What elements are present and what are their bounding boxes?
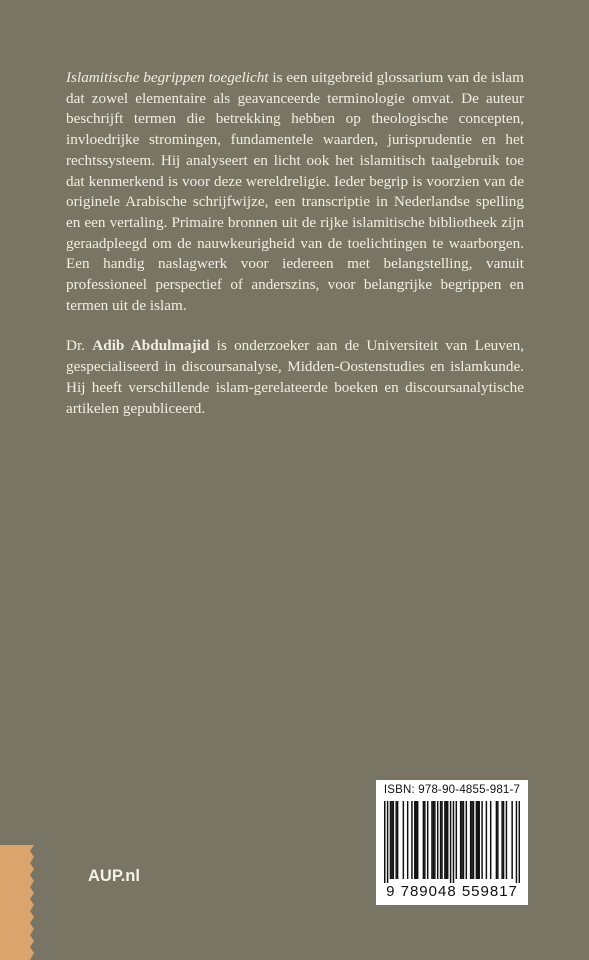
- barcode-bar: [461, 801, 462, 879]
- barcode-bar: [473, 801, 474, 879]
- back-cover-blurb: [66, 68, 524, 419]
- barcode-bar: [391, 801, 392, 879]
- barcode-bars: [384, 801, 520, 883]
- ean-digits: 9 789048 559817: [386, 883, 518, 900]
- barcode-bar: [387, 801, 388, 883]
- barcode-bar: [497, 801, 498, 879]
- barcode-bar: [477, 801, 478, 879]
- isbn-label: ISBN: 978-90-4855-981-7: [383, 784, 521, 796]
- barcode-bar: [437, 801, 438, 879]
- barcode-bar: [463, 801, 464, 879]
- author-prefix: Dr.: [66, 337, 93, 355]
- barcode-bar: [431, 801, 432, 879]
- barcode-bar: [503, 801, 504, 879]
- barcode-bar: [511, 801, 512, 879]
- barcode-bar: [471, 801, 472, 879]
- barcode-bar: [384, 801, 385, 883]
- barcode-bar: [423, 801, 424, 879]
- barcode-bar: [417, 801, 418, 879]
- barcode-bar: [440, 801, 441, 879]
- barcode-bar: [407, 801, 408, 879]
- author-bio: [66, 336, 524, 419]
- barcode-bar: [519, 801, 520, 883]
- barcode-bar: [496, 801, 497, 879]
- publisher-logo: AUP.nl: [88, 867, 140, 885]
- barcode-bar: [390, 801, 391, 879]
- barcode-bar: [403, 801, 404, 879]
- spine-tab-decoration: [0, 845, 40, 960]
- barcode-bar: [427, 801, 428, 879]
- book-description-text: is een uitgebreid glossarium van de islam dat zowel elementaire als geavanceerde terminologie omvat. De auteur beschrijft termen die betrekking hebben op theologische concepten, invloedrijke stromingen, fundamentele waarden, jurisprudentie en het rechtssysteem. Hij analyseert en licht ook het islamitisch taalgebruik toe dat kenmerkend is voor deze wereldreligie. Ieder begrip is voorzien van de originele Arabische schrijfwijze, een transcriptie in Nederlandse spelling en een vertaling. Primaire bronnen uit de rijke islamitische bibliotheek zijn geraadpleegd om de nauwkeurigheid van de toelichtingen te waarborgen. Een handig naslagwerk voor iedereen met belangstelling, vanuit professioneel perspectief of anderszins, voor belangrijke begrippen en termen uit de islam.: [66, 69, 524, 314]
- barcode-bar: [516, 801, 517, 883]
- barcode-bar: [434, 801, 435, 879]
- barcode-bar: [486, 801, 487, 879]
- barcode-bar: [447, 801, 448, 879]
- barcode-bar: [395, 801, 396, 879]
- barcode-bar: [450, 801, 451, 883]
- barcode-bar: [453, 801, 454, 883]
- barcode-bar: [501, 801, 502, 879]
- barcode-bar: [414, 801, 415, 879]
- barcode-bar: [506, 801, 507, 879]
- barcode-bar: [490, 801, 491, 879]
- isbn-barcode: [376, 780, 528, 905]
- barcode-bar: [446, 801, 447, 879]
- barcode-bar: [481, 801, 482, 879]
- barcode-bar: [424, 801, 425, 879]
- author-name: Adib Abdulmajid: [92, 337, 210, 355]
- book-description: [66, 68, 524, 316]
- barcode-bar: [470, 801, 471, 879]
- barcode-bar: [433, 801, 434, 879]
- author-bio-text: is onderzoeker aan de Universiteit van Leuven, gespecialiseerd in discoursanalyse, Midden-Oostenstudies en islamkunde. Hij heeft verschillende islam-gerelateerde boeken en discoursanalytische artikelen gepubliceerd.: [66, 337, 525, 417]
- barcode-bar: [478, 801, 479, 879]
- barcode-bar: [441, 801, 442, 879]
- barcode-bar: [444, 801, 445, 879]
- barcode-bar: [456, 801, 457, 879]
- barcode-bar: [476, 801, 477, 879]
- barcode-bar: [397, 801, 398, 879]
- barcode-bar: [393, 801, 394, 879]
- barcode-bar: [415, 801, 416, 879]
- barcode-bar: [411, 801, 412, 879]
- barcode-bar: [466, 801, 467, 879]
- book-title: Islamitische begrippen toegelicht: [66, 69, 269, 86]
- barcode-bar: [460, 801, 461, 879]
